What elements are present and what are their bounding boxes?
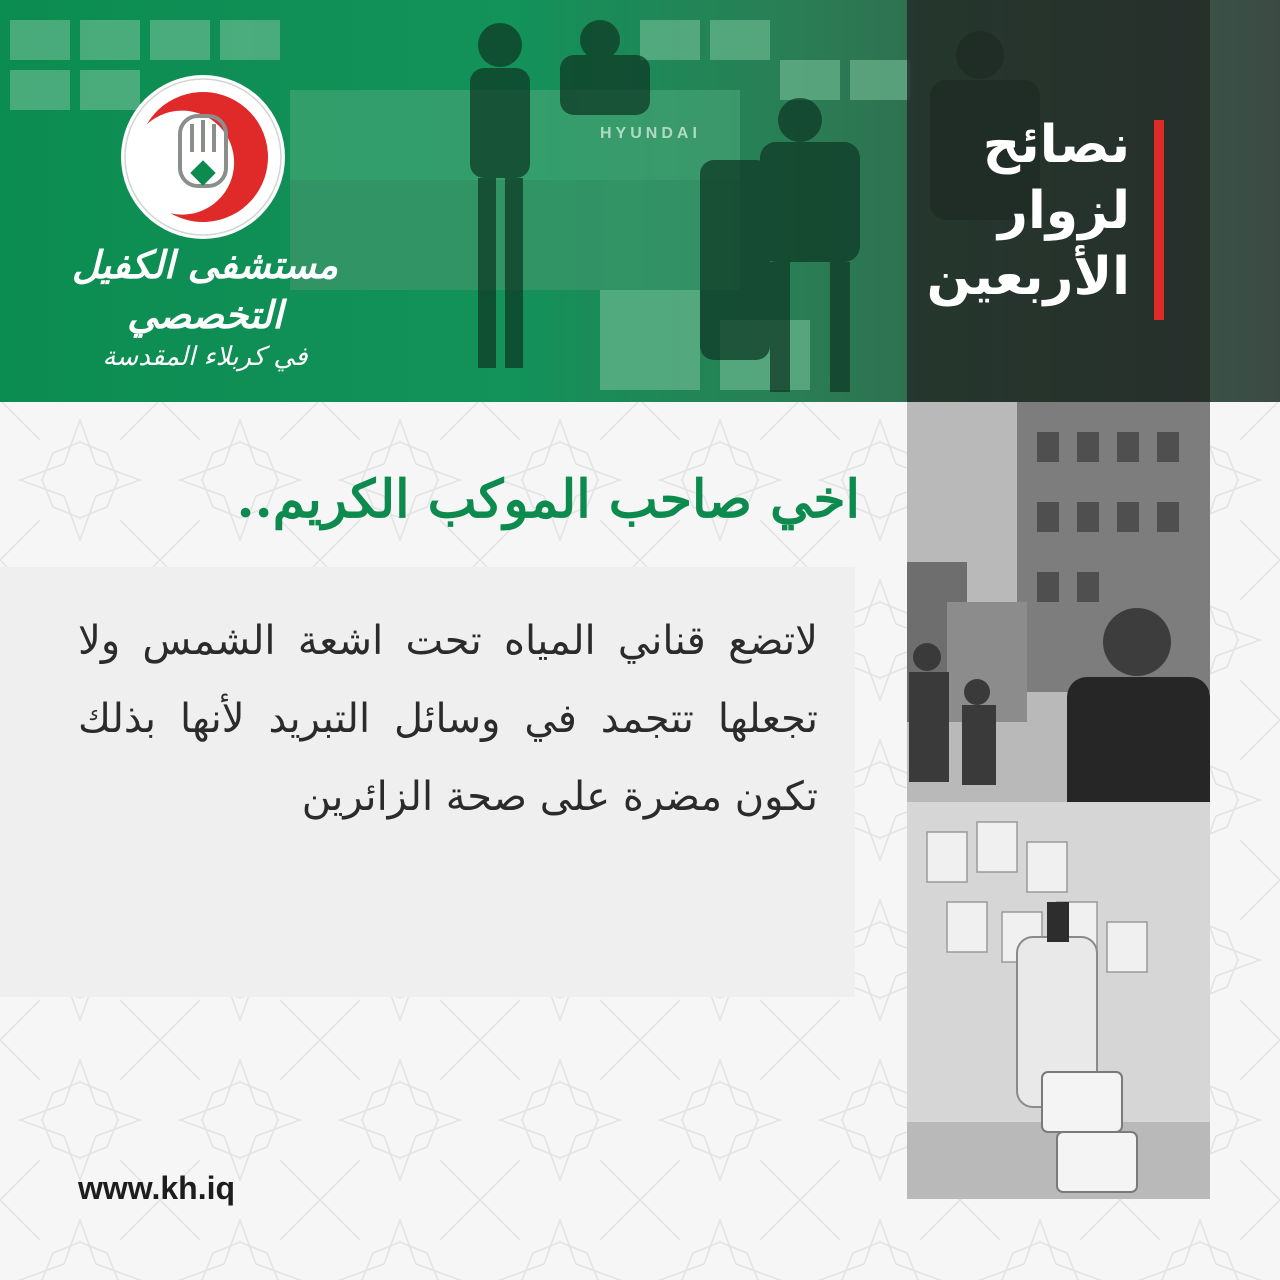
calligraphy-line-1: مستشفى الكفيل التخصصي xyxy=(71,242,339,337)
hospital-name-calligraphy xyxy=(70,240,340,372)
headline: اخي صاحب الموكب الكريم.. xyxy=(236,469,860,530)
title-line-1: نصائح xyxy=(982,115,1130,175)
poster-title xyxy=(870,112,1130,310)
truck-label: HYUNDAI xyxy=(600,125,701,142)
vendor-photo-illustration xyxy=(907,402,1210,1199)
website-link[interactable]: www.kh.iq xyxy=(78,1170,236,1206)
title-line-3: الأربعين xyxy=(926,247,1130,307)
calligraphy-line-2: في كربلاء المقدسة xyxy=(102,342,308,372)
advice-text: لاتضع قناني المياه تحت اشعة الشمس ولا تجعلها تتجمد في وسائل التبريد لأنها بذلك تكون مضرة على صحة الزائرين xyxy=(78,618,818,820)
vendor-photo xyxy=(907,402,1210,1199)
hospital-logo-icon xyxy=(118,72,288,242)
title-line-2: لزوار xyxy=(998,181,1130,241)
title-accent-bar xyxy=(1154,120,1164,320)
